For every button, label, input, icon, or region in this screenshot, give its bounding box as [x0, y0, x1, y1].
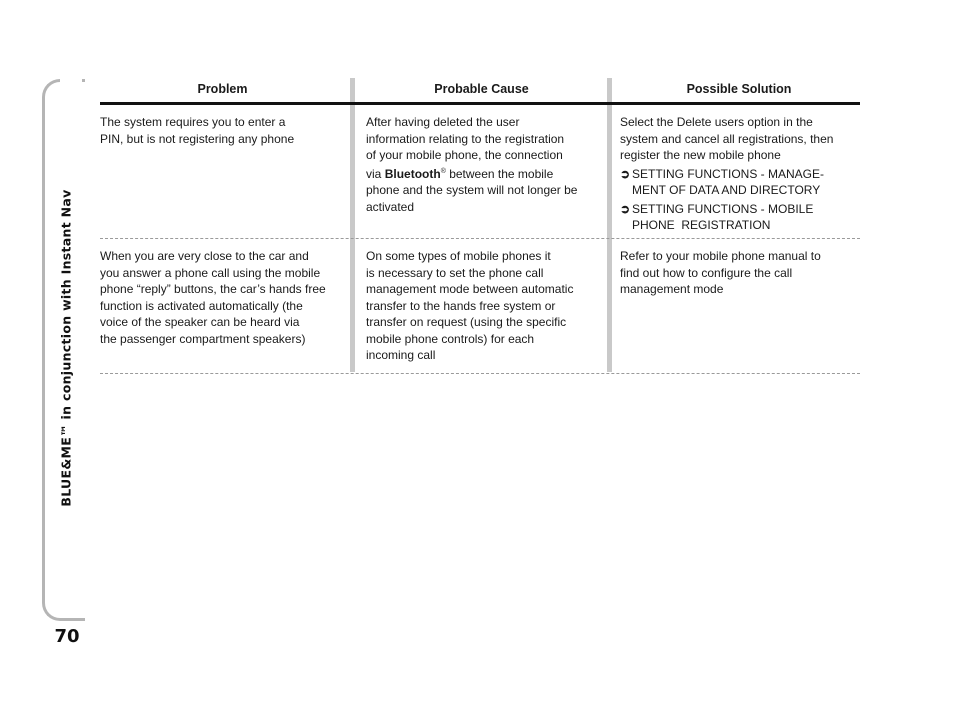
table-row [100, 239, 860, 374]
text-line: you answer a phone call using the mobile [100, 265, 321, 280]
section-title: BLUE&ME™ in conjunction with Instant Nav [58, 189, 74, 507]
cross-reference [620, 201, 860, 234]
text-fragment: between the mobile [445, 166, 554, 181]
bracket-gap-top [60, 79, 82, 82]
text-line: the passenger compartment speakers) [100, 331, 306, 346]
text-line: On some types of mobile phones it [366, 249, 551, 263]
problem-cell [100, 114, 348, 147]
text-line: After having deleted the user [366, 115, 520, 129]
table-row [100, 105, 860, 239]
header-problem: Problem [197, 82, 248, 96]
text-line: management mode [620, 282, 724, 296]
text-line: SETTING FUNCTIONS - MANAGE- [632, 166, 824, 181]
arrow-icon: ➲ [620, 166, 631, 181]
solution-cell [620, 248, 860, 298]
text-line: register the new mobile phone [620, 148, 781, 162]
bluetooth-brand [385, 167, 446, 181]
header-probable-cause: Probable Cause [434, 82, 529, 96]
bracket-gap-bottom [60, 612, 82, 615]
text-line [366, 164, 608, 183]
text-line: PHONE REGISTRATION [632, 218, 771, 232]
text-line: PIN, but is not registering any phone [100, 131, 295, 146]
text-fragment: via [366, 166, 385, 181]
cause-cell [366, 114, 608, 215]
text-line: transfer on request (using the specific [366, 315, 567, 329]
text-line: transfer to the hands free system or [366, 298, 556, 313]
registered-mark: ® [440, 167, 446, 175]
text-line: voice of the speaker can be heard via [100, 315, 300, 329]
header-possible-solution: Possible Solution [686, 82, 792, 96]
text-line: phone “reply” buttons, the car’s hands free [100, 282, 326, 296]
problem-cell [100, 248, 348, 347]
table-header [100, 78, 860, 105]
cause-cell [366, 248, 608, 364]
text-line: management mode between automatic [366, 282, 574, 296]
text-line: Select the Delete users option in the [620, 115, 813, 129]
text-line: of your mobile phone, the connection [366, 148, 563, 162]
page-number: 70 [54, 626, 80, 647]
text-line: MENT OF DATA AND DIRECTORY [632, 183, 821, 197]
troubleshooting-table [100, 78, 860, 374]
text-line: The system requires you to enter a [100, 115, 286, 129]
text-line: SETTING FUNCTIONS - MOBILE [632, 201, 814, 216]
solution-cell [620, 114, 860, 234]
text-line: mobile phone controls) for each [366, 331, 535, 346]
text-line: incoming call [366, 348, 436, 362]
text-line: find out how to configure the call [620, 265, 793, 280]
text-line: phone and the system will not longer be [366, 183, 578, 197]
text-line: activated [366, 199, 415, 214]
text-line: system and cancel all registrations, then [620, 131, 834, 146]
text-line: When you are very close to the car and [100, 249, 309, 263]
text-line: function is activated automatically (the [100, 298, 303, 313]
cross-reference [620, 166, 860, 199]
arrow-icon: ➲ [620, 201, 631, 216]
text-line: Refer to your mobile phone manual to [620, 249, 821, 263]
text-line: information relating to the registration [366, 131, 565, 146]
brand-name: Bluetooth [384, 166, 441, 181]
text-line: is necessary to set the phone call [366, 265, 544, 280]
